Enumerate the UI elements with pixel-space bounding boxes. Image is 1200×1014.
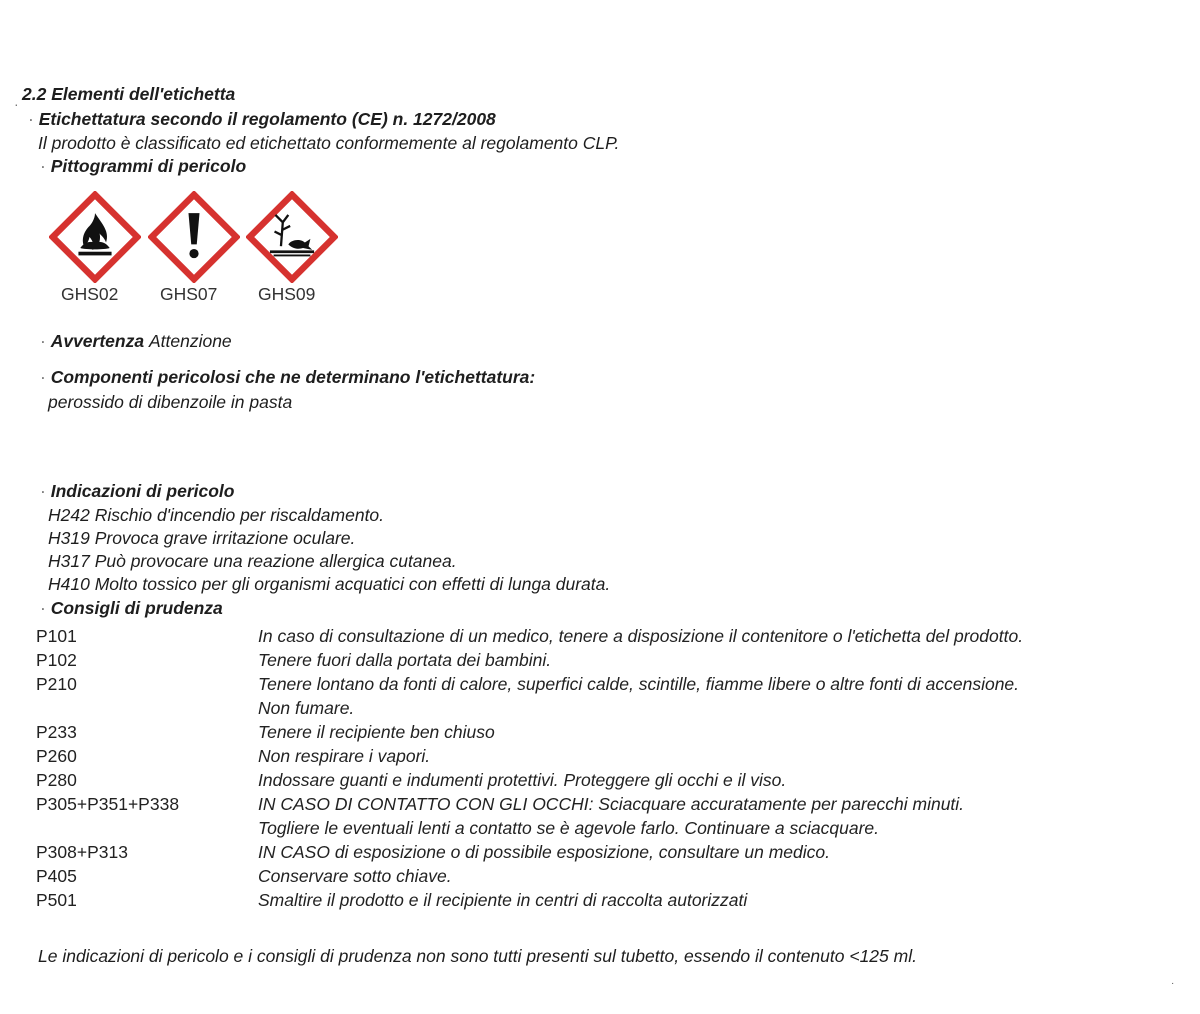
precaution-heading: · Consigli di prudenza [40, 598, 223, 618]
precaution-text: Non respirare i vapori. [258, 746, 431, 766]
precaution-code: P233 [36, 722, 77, 742]
precaution-row [36, 672, 1186, 696]
hazard-statement: H317 Può provocare una reazione allergica cutanea. [48, 551, 457, 571]
precaution-row-continued [36, 816, 1186, 840]
flame-icon [49, 191, 141, 283]
precaution-text: Non fumare. [258, 698, 355, 718]
precaution-code: P210 [36, 674, 77, 694]
precaution-text: Indossare guanti e indumenti protettivi. Proteggere gli occhi e il viso. [258, 770, 787, 790]
precaution-row [36, 744, 1186, 768]
precaution-code: P405 [36, 866, 77, 886]
precaution-text: In caso di consultazione di un medico, tenere a disposizione il contenitore o l'etichetta del prodotto. [258, 626, 1024, 646]
pictogram-code: GHS09 [258, 284, 316, 304]
precaution-row [36, 720, 1186, 744]
precaution-code: P305+P351+P338 [36, 794, 180, 814]
precaution-row [36, 888, 1186, 912]
precaution-text: Togliere le eventuali lenti a contatto se è agevole farlo. Continuare a sciacquare. [258, 818, 879, 838]
precaution-code: P501 [36, 890, 77, 910]
exclamation-mark-icon [148, 191, 240, 283]
labelling-heading: · Etichettatura secondo il regolamento (CE) n. 1272/2008 [28, 109, 496, 129]
hazard-statement: H410 Molto tossico per gli organismi acquatici con effetti di lunga durata. [48, 574, 611, 594]
precaution-row [36, 624, 1186, 648]
footnote: Le indicazioni di pericolo e i consigli di prudenza non sono tutti presenti sul tubetto, essendo il contenuto <125 ml. [38, 946, 917, 966]
precaution-text: Smaltire il prodotto e il recipiente in centri di raccolta autorizzati [258, 890, 748, 910]
precaution-row [36, 768, 1186, 792]
signal-word: · Avvertenza Attenzione [40, 331, 232, 351]
precaution-text: Tenere lontano da fonti di calore, superfici calde, scintille, fiamme libere o altre fonti di accensione. [258, 674, 1020, 694]
precaution-row [36, 864, 1186, 888]
precaution-text: Tenere fuori dalla portata dei bambini. [258, 650, 552, 670]
precaution-code: P101 [36, 626, 77, 646]
hazard-statement: H242 Rischio d'incendio per riscaldamento. [48, 505, 385, 525]
precaution-code: P280 [36, 770, 77, 790]
margin-dot: · [14, 96, 19, 112]
precaution-code: P308+P313 [36, 842, 128, 862]
precaution-code: P260 [36, 746, 77, 766]
precaution-text: IN CASO DI CONTATTO CON GLI OCCHI: Sciacquare accuratamente per parecchi minuti. [258, 794, 965, 814]
section-title: 2.2 Elementi dell'etichetta [22, 84, 236, 104]
scan-speck: · [1171, 978, 1175, 989]
precaution-text: IN CASO di esposizione o di possibile esposizione, consultare un medico. [258, 842, 830, 862]
pictogram-code: GHS07 [160, 284, 218, 304]
precaution-row [36, 648, 1186, 672]
precaution-code: P102 [36, 650, 77, 670]
precaution-row [36, 840, 1186, 864]
pictograms-heading: · Pittogrammi di pericolo [40, 156, 247, 176]
precaution-row [36, 792, 1186, 816]
components-heading: · Componenti pericolosi che ne determinano l'etichettatura: [40, 367, 536, 387]
pictogram-code: GHS02 [61, 284, 119, 304]
precaution-text: Conservare sotto chiave. [258, 866, 452, 886]
environment-icon [246, 191, 338, 283]
hazard-heading: · Indicazioni di pericolo [40, 481, 235, 501]
hazard-statement: H319 Provoca grave irritazione oculare. [48, 528, 356, 548]
labelling-text: Il prodotto è classificato ed etichettato conformemente al regolamento CLP. [38, 133, 620, 153]
precaution-text: Tenere il recipiente ben chiuso [258, 722, 495, 742]
precaution-table [36, 624, 1186, 912]
components-value: perossido di dibenzoile in pasta [48, 392, 293, 412]
precaution-row-continued [36, 696, 1186, 720]
